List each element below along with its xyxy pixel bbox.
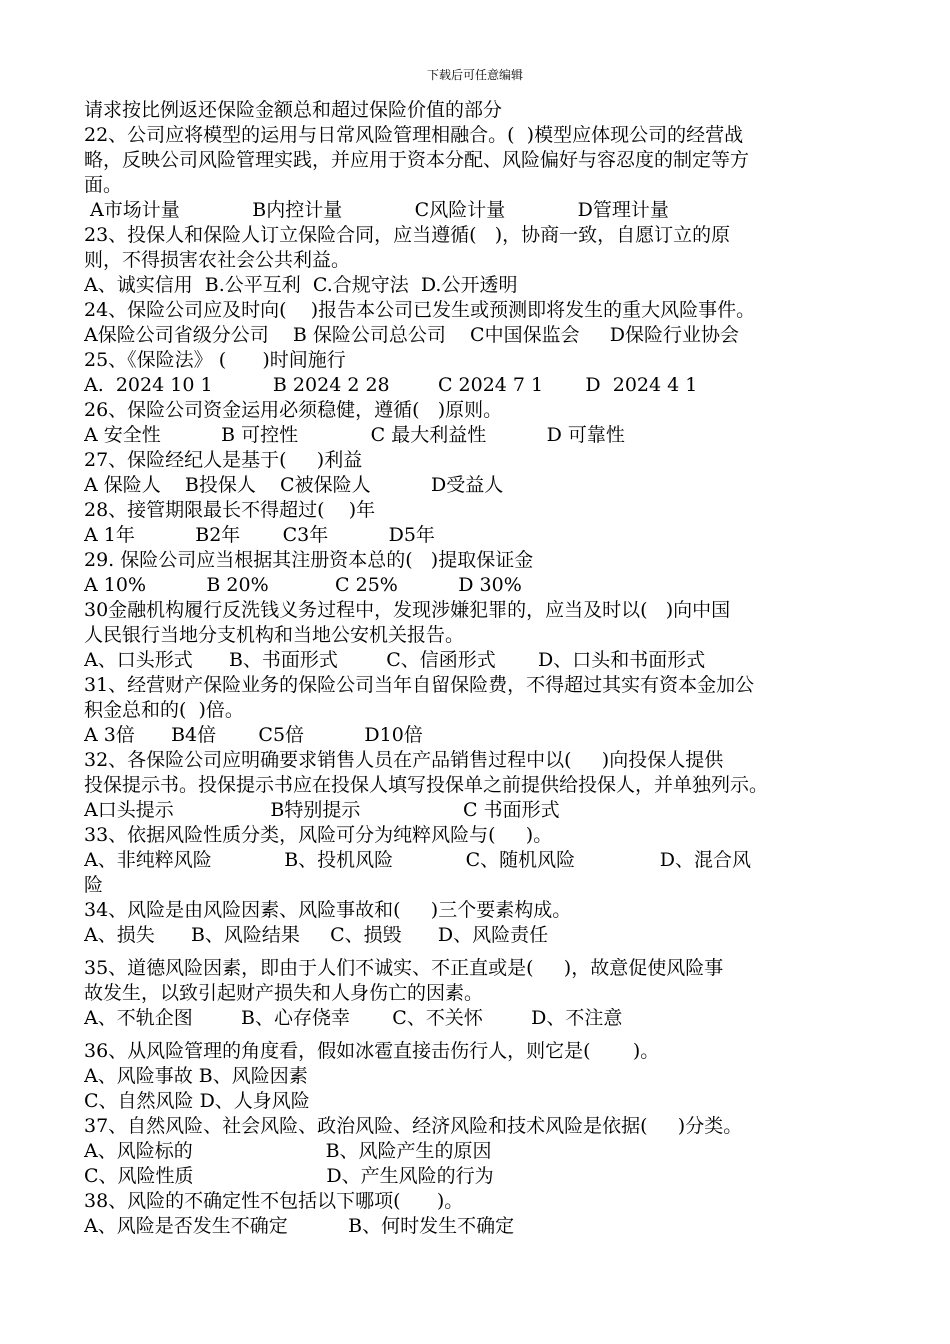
options-35: A、不轨企图 B、心存侥幸 C、不关怀 D、不注意 [84,1007,623,1029]
question-23: 23、投保人和保险人订立保险合同，应当遵循( )，协商一致，自愿订立的原 [84,224,731,246]
options-24: A保险公司省级分公司 B 保险公司总公司 C中国保监会 D保险行业协会 [84,324,740,346]
question-28: 28、接管期限最长不得超过( )年 [84,499,376,521]
question-34: 34、风险是由风险因素、风险事故和( )三个要素构成。 [84,899,572,921]
options-26: A 安全性 B 可控性 C 最大利益性 D 可靠性 [84,424,625,446]
options-36: C、自然风险 D、人身风险 [84,1090,310,1112]
options-34: A、损失 B、风险结果 C、损毁 D、风险责任 [84,924,549,946]
question-26: 26、保险公司资金运用必须稳健，遵循( )原则。 [84,399,503,421]
question-36: 36、从风险管理的角度看，假如冰雹直接击伤行人，则它是( )。 [84,1040,660,1062]
options-37: A、风险标的 B、风险产生的原因 [84,1140,492,1162]
question-29: 29. 保险公司应当根据其注册资本总的( )提取保证金 [84,549,534,571]
text-line: 积金总和的( )倍。 [84,699,244,721]
options-28: A 1年 B2年 C3年 D5年 [84,524,435,546]
text-line: 投保提示书。投保提示书应在投保人填写投保单之前提供给投保人，并单独列示。 [84,774,769,796]
question-22: 22、公司应将模型的运用与日常风险管理相融合。( )模型应体现公司的经营战 [84,124,744,146]
question-30: 30金融机构履行反洗钱义务过程中，发现涉嫌犯罪的，应当及时以( )向中国 [84,599,731,621]
question-33: 33、依据风险性质分类，风险可分为纯粹风险与( )。 [84,824,553,846]
text-line: 则，不得损害农社会公共利益。 [84,249,351,271]
options-38: A、风险是否发生不确定 B、何时发生不确定 [84,1215,515,1237]
options-37: C、风险性质 D、产生风险的行为 [84,1165,494,1187]
text-line: 故发生，以致引起财产损失和人身伤亡的因素。 [84,982,484,1004]
question-37: 37、自然风险、社会风险、政治风险、经济风险和技术风险是依据( )分类。 [84,1115,743,1137]
question-31: 31、经营财产保险业务的保险公司当年自留保险费，不得超过其实有资本金加公 [84,674,755,696]
question-38: 38、风险的不确定性不包括以下哪项( )。 [84,1190,464,1212]
question-35: 35、道德风险因素，即由于人们不诚实、不正直或是( )，故意促使风险事 [84,957,724,979]
text-line: 险 [84,874,104,896]
options-27: A 保险人 B投保人 C被保险人 D受益人 [84,474,504,496]
question-27: 27、保险经纪人是基于( )利益 [84,449,363,471]
options-23: A、诚实信用 B.公平互利 C.合规守法 D.公开透明 [84,274,518,296]
options-29: A 10% B 20% C 25% D 30% [84,574,522,596]
question-32: 32、各保险公司应明确要求销售人员在产品销售过程中以( )向投保人提供 [84,749,724,771]
options-36: A、风险事故 B、风险因素 [84,1065,308,1087]
text-line: 人民银行当地分支机构和当地公安机关报告。 [84,624,465,646]
text-line: 请求按比例返还保险金额总和超过保险价值的部分 [84,99,503,121]
options-33: A、非纯粹风险 B、投机风险 C、随机风险 D、混合风 [84,849,751,871]
question-24: 24、保险公司应及时向( )报告本公司已发生或预测即将发生的重大风险事件。 [84,299,756,321]
text-line: 面。 [84,174,123,196]
options-31: A 3倍 B4倍 C5倍 D10倍 [84,724,423,746]
question-25: 25、《保险法》 ( )时间施行 [84,349,346,371]
options-25: A. 2024 10 1 B 2024 2 28 C 2024 7 1 D 2024 4 1 [84,374,698,396]
document-body [84,98,884,1239]
text-line: 略，反映公司风险管理实践，并应用于资本分配、风险偏好与容忍度的制定等方 [84,149,750,171]
options-22: A市场计量 B内控计量 C风险计量 D管理计量 [84,199,669,221]
options-32: A口头提示 B特别提示 C 书面形式 [84,799,560,821]
options-30: A、口头形式 B、书面形式 C、信函形式 D、口头和书面形式 [84,649,706,671]
page-header: 下载后可任意编辑 [426,68,523,82]
